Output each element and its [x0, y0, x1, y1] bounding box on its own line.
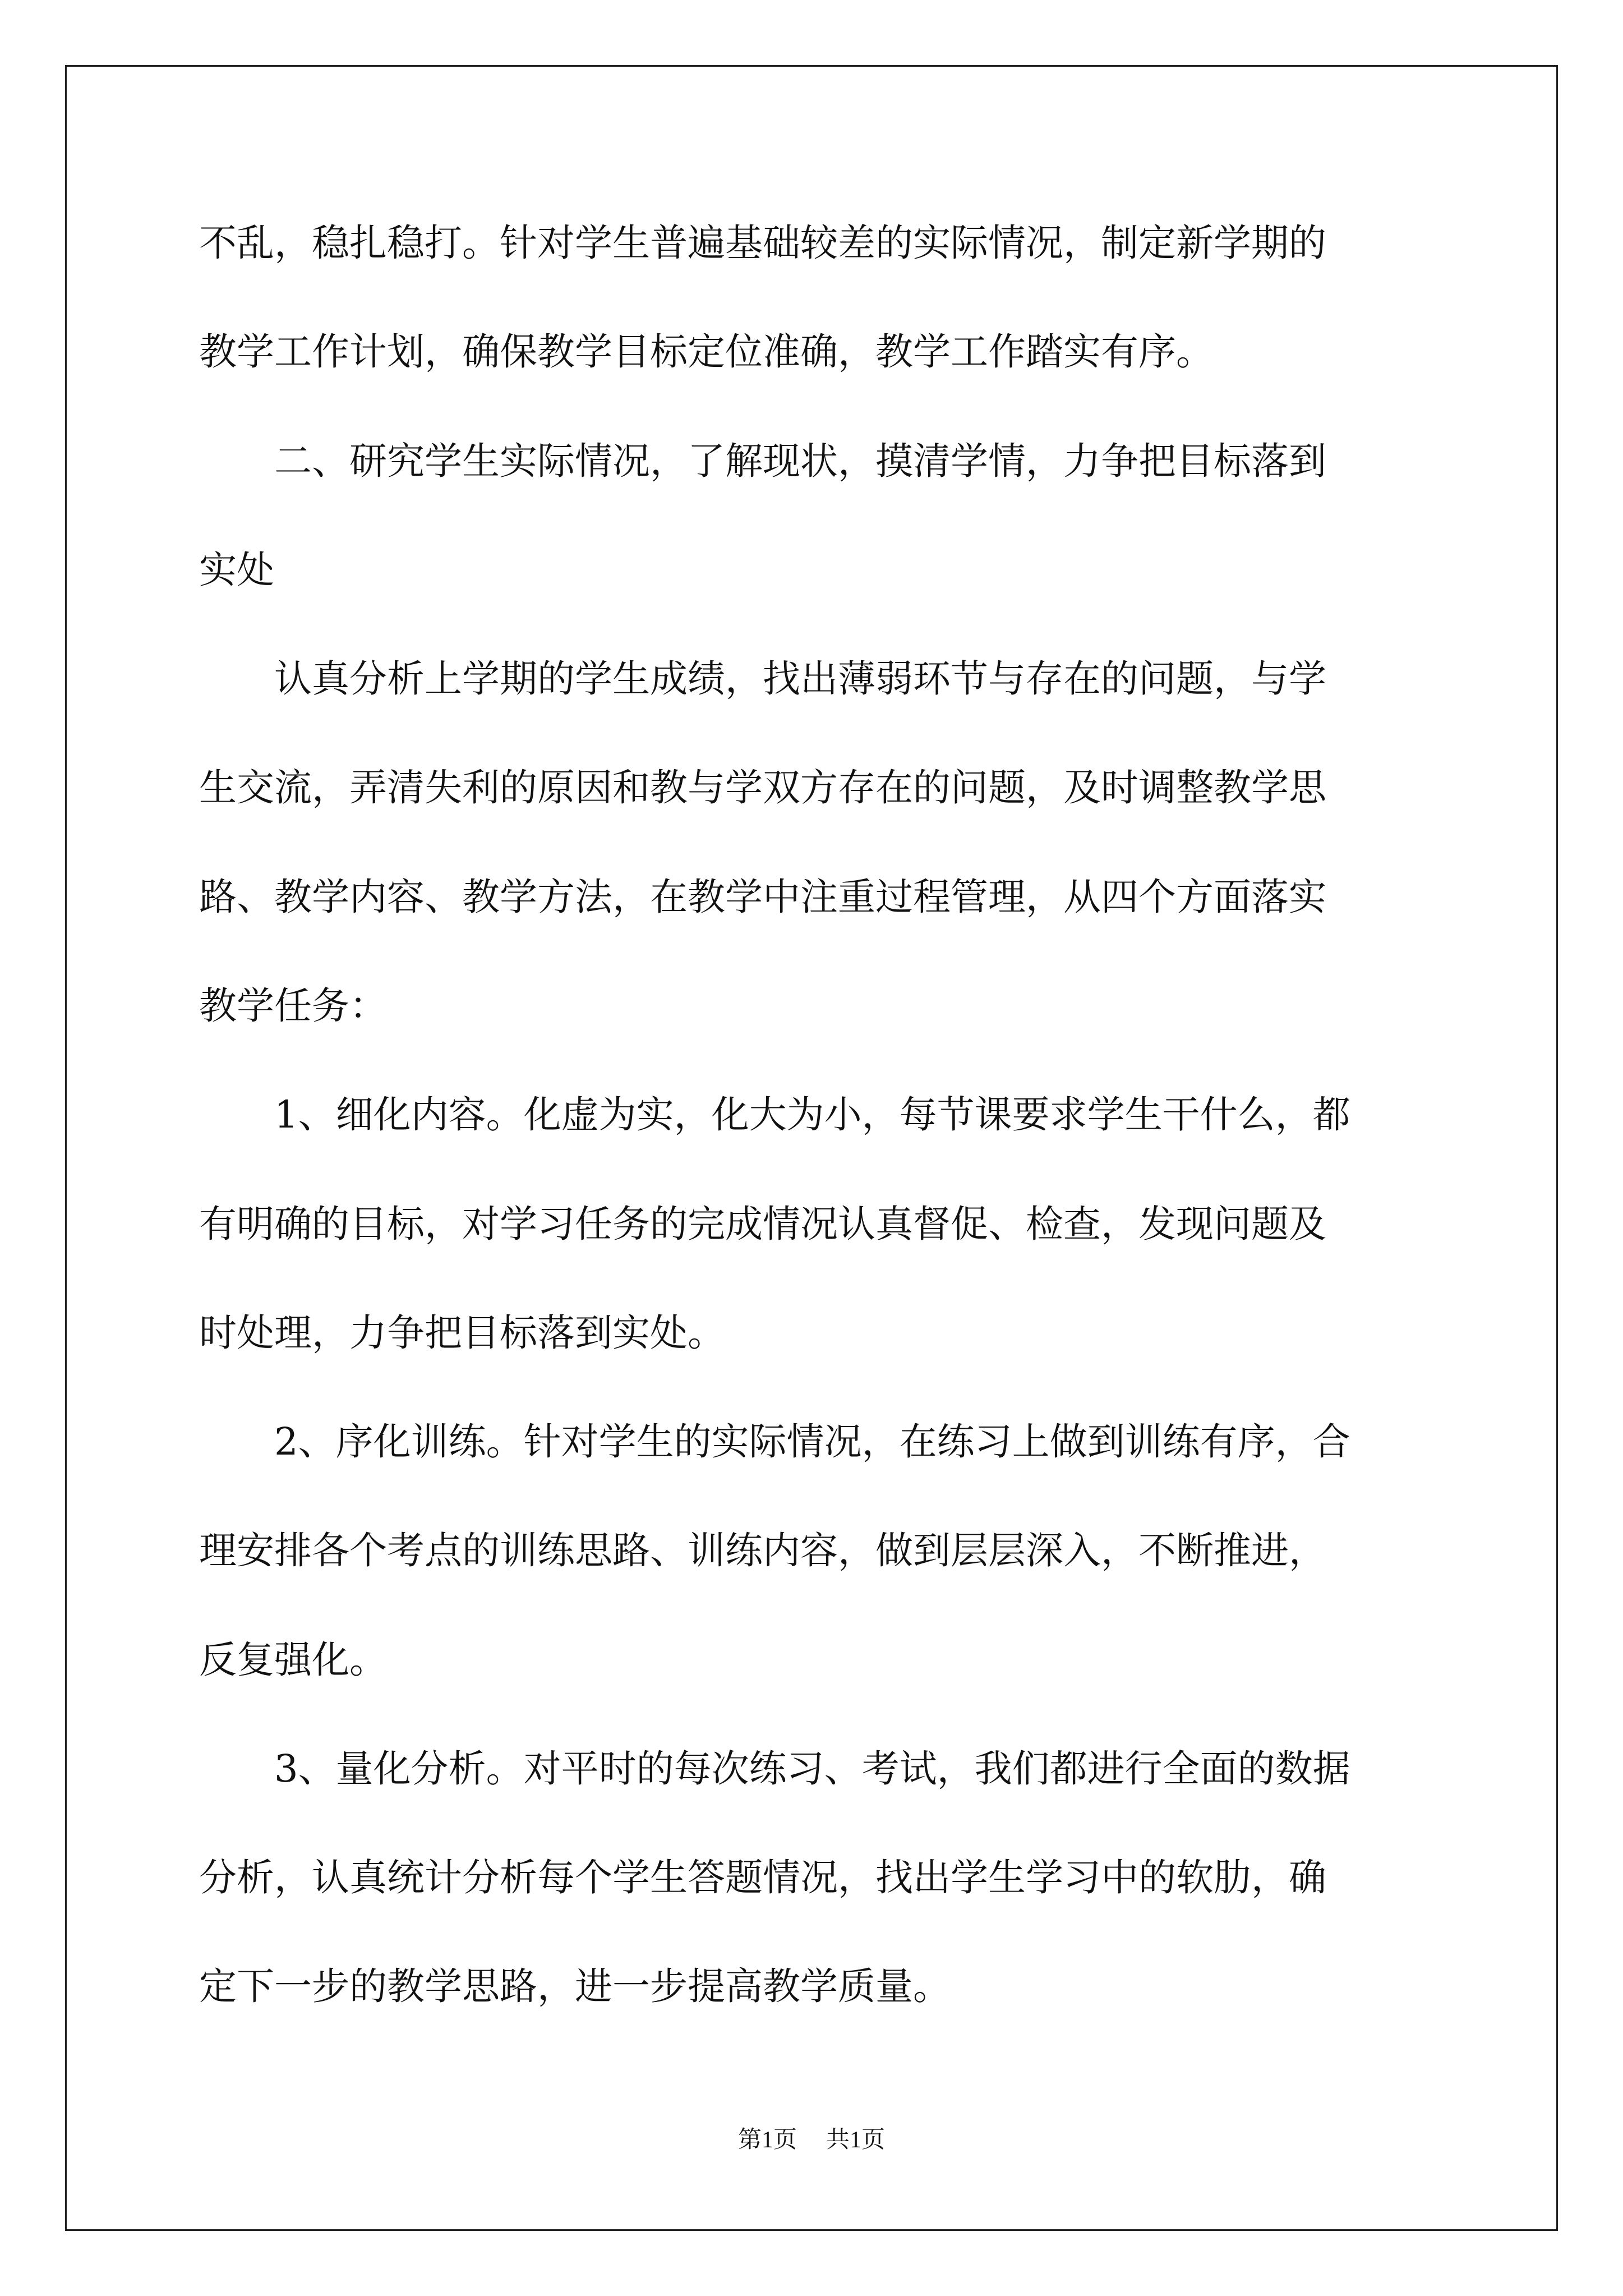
text-line: 3、量化分析。对平时的每次练习、考试，我们都进行全面的数据 [199, 1747, 1350, 1791]
text-line: 1、细化内容。化虚为实，化大为小，每节课要求学生干什么，都 [199, 1093, 1350, 1137]
text-line: 有明确的目标，对学习任务的完成情况认真督促、检查，发现问题及 [199, 1202, 1326, 1246]
text-line: 路、教学内容、教学方法，在教学中注重过程管理，从四个方面落实 [199, 875, 1326, 919]
text-line: 认真分析上学期的学生成绩，找出薄弱环节与存在的问题，与学 [199, 657, 1326, 701]
text-line: 时处理，力争把目标落到实处。 [199, 1311, 725, 1355]
text-line: 2、序化训练。针对学生的实际情况，在练习上做到训练有序，合 [199, 1420, 1350, 1464]
text-line: 二、研究学生实际情况，了解现状，摸清学情，力争把目标落到 [199, 439, 1326, 483]
page-border [65, 65, 1558, 2231]
page-total: 共1页 [826, 2127, 886, 2153]
text-line: 定下一步的教学思路，进一步提高教学质量。 [199, 1964, 951, 2008]
text-line: 反复强化。 [199, 1638, 387, 1682]
text-line: 生交流，弄清失利的原因和教与学双方存在的问题，及时调整教学思 [199, 766, 1326, 809]
text-line: 分析，认真统计分析每个学生答题情况，找出学生学习中的软肋，确 [199, 1856, 1326, 1899]
text-line: 不乱，稳扎稳打。针对学生普遍基础较差的实际情况，制定新学期的 [199, 221, 1326, 265]
text-line: 理安排各个考点的训练思路、训练内容，做到层层深入，不断推进， [199, 1529, 1326, 1572]
text-line: 实处 [199, 548, 274, 592]
page-number: 第1页 [737, 2127, 797, 2153]
text-line: 教学工作计划，确保教学目标定位准确，教学工作踏实有序。 [199, 330, 1214, 374]
text-line: 教学任务： [199, 984, 387, 1028]
page-footer [0, 2123, 1623, 2157]
